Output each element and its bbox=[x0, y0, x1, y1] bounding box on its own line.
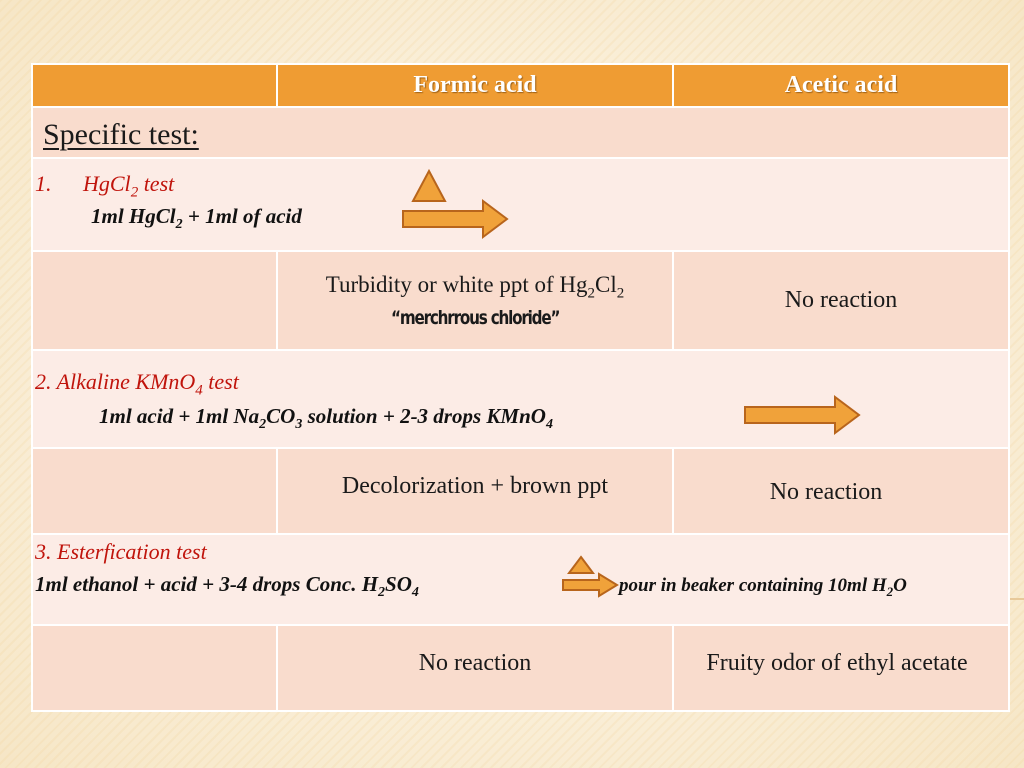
header-row bbox=[32, 64, 1009, 107]
right-arrow-icon bbox=[401, 199, 511, 241]
right-arrow-icon bbox=[561, 573, 623, 603]
result3-formic: No reaction bbox=[277, 625, 673, 711]
test3-title: 3. Esterfication test bbox=[35, 539, 207, 564]
result2-formic: Decolorization + brown ppt bbox=[277, 448, 673, 534]
test2-procedure: 1ml acid + 1ml $Na_2CO_3$ solution + 2-3 drops KMnO$_4$ bbox=[99, 404, 553, 433]
specific-test-title: Specific test: bbox=[43, 118, 199, 151]
result1-acetic: No reaction bbox=[673, 251, 1009, 350]
result3-empty bbox=[32, 625, 277, 711]
test1-number: 1. bbox=[35, 171, 52, 196]
right-arrow-icon bbox=[743, 395, 863, 437]
result3-row bbox=[32, 625, 1009, 711]
result2-row bbox=[32, 448, 1009, 534]
result2-acetic: No reaction bbox=[673, 448, 1009, 534]
test3-procedure-end: pour in beaker containing 10ml $H_2O$ bbox=[619, 575, 907, 599]
test3-row bbox=[32, 534, 1009, 625]
test2-title: 2. Alkaline KMnO$_4$ test bbox=[35, 369, 239, 399]
specific-test-row bbox=[32, 107, 1009, 158]
header-empty bbox=[32, 64, 277, 107]
result3-acetic: Fruity odor of ethyl acetate bbox=[673, 625, 1009, 711]
header-acetic: Acetic acid bbox=[673, 64, 1009, 107]
header-formic: Formic acid bbox=[277, 64, 673, 107]
result2-empty bbox=[32, 448, 277, 534]
merchrrous-chloride-label: “merchrrous chloride” bbox=[390, 306, 560, 329]
test1-row bbox=[32, 158, 1009, 251]
tests-table bbox=[31, 63, 1010, 712]
test1-procedure: 1ml HgCl$_2$ + 1ml of acid bbox=[91, 204, 302, 233]
result1-formic: Turbidity or white ppt of $Hg_2Cl_2$ “merchrrous chloride” bbox=[277, 251, 673, 350]
test3-procedure: 1ml ethanol + acid + 3-4 drops Conc. $H_2SO_4$ bbox=[35, 572, 419, 601]
result1-row bbox=[32, 251, 1009, 350]
result1-empty bbox=[32, 251, 277, 350]
test2-row bbox=[32, 350, 1009, 448]
test1-title: 1. HgCl$_2$ test bbox=[35, 171, 175, 201]
